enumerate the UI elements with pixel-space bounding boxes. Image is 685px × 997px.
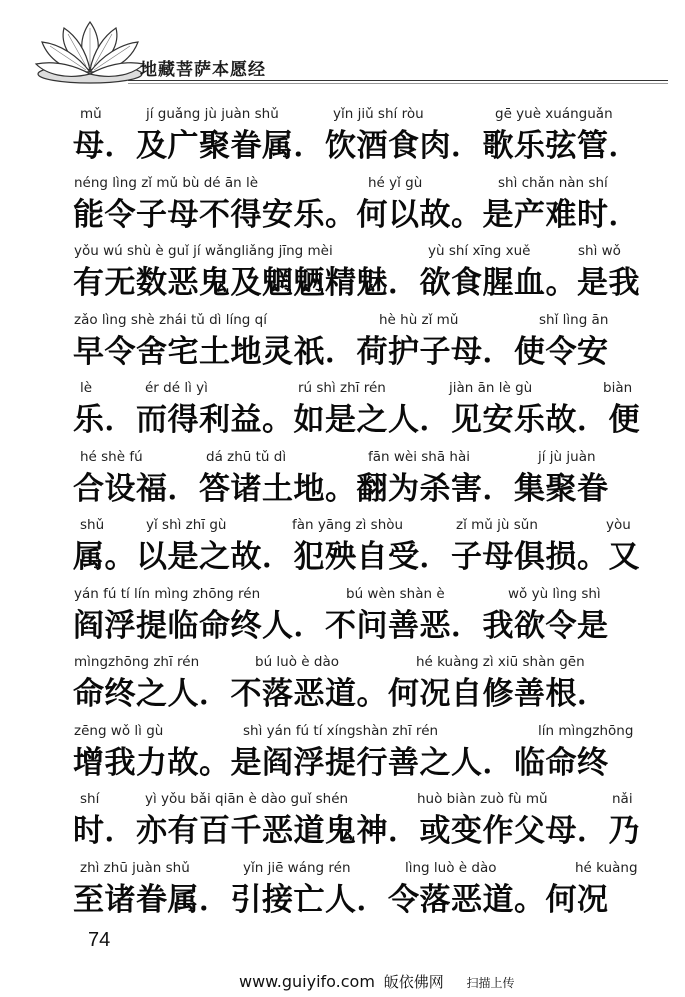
footer-note: 扫描上传 <box>466 976 515 990</box>
pinyin-annotation: lín mìngzhōng <box>538 722 634 739</box>
pinyin-annotation: lè <box>80 380 93 396</box>
text-line <box>0 312 685 378</box>
pinyin-annotation: mǔ <box>80 106 102 122</box>
text-line <box>0 380 685 446</box>
pinyin-annotation: shì yán fú tí xíngshàn zhī rén <box>243 722 439 739</box>
pinyin-annotation: shǐ lìng ān <box>539 311 609 328</box>
text-line <box>0 586 685 652</box>
pinyin-annotation: yǐn jiǔ shí ròu <box>333 106 424 122</box>
chinese-text: 至诸眷属．引接亡人．令落恶道。何况 <box>73 881 609 918</box>
pinyin-annotation: fān wèi shā hài <box>368 448 470 465</box>
pinyin-annotation: huò biàn zuò fù mǔ <box>417 791 548 807</box>
pinyin-annotation: wǒ yù lìng shì <box>508 585 601 602</box>
chinese-text: 阎浮提临命终人．不问善恶．我欲令是 <box>73 607 609 644</box>
book-title: 地藏菩萨本愿经 <box>140 60 266 80</box>
pinyin-annotation: zǎo lìng shè zhái tǔ dì líng qí <box>74 311 267 328</box>
pinyin-annotation: yán fú tí lín mìng zhōng rén <box>74 585 261 602</box>
pinyin-annotation: zēng wǒ lì gù <box>74 722 164 739</box>
pinyin-annotation: hé shè fú <box>80 448 143 465</box>
pinyin-annotation: yòu <box>606 517 631 533</box>
footer-watermark <box>239 971 515 992</box>
pinyin-annotation: ér dé lì yì <box>145 380 208 396</box>
pinyin-annotation: shì chǎn nàn shí <box>498 174 608 191</box>
pinyin-annotation: lìng luò è dào <box>405 859 497 876</box>
pinyin-annotation: fàn yāng zì shòu <box>292 517 404 533</box>
pinyin-annotation: yì yǒu bǎi qiān è dào guǐ shén <box>145 791 349 807</box>
chinese-text: 命终之人．不落恶道。何况自修善根． <box>73 676 609 712</box>
pinyin-annotation: dá zhū tǔ dì <box>206 448 287 465</box>
pinyin-annotation: zǐ mǔ jù sǔn <box>456 517 538 533</box>
pinyin-annotation: yǐn jiē wáng rén <box>243 859 351 876</box>
chinese-text: 属。以是之故．犯殃自受．子母俱损。又 <box>73 539 640 575</box>
pinyin-annotation: rú shì zhī rén <box>298 380 386 396</box>
pinyin-annotation: hè hù zǐ mǔ <box>379 311 459 328</box>
text-line <box>0 243 685 309</box>
text-line <box>0 517 685 583</box>
pinyin-annotation: bú luò è dào <box>255 654 339 670</box>
footer-brand: 皈依佛网 <box>383 973 444 991</box>
pinyin-annotation: jí jù juàn <box>538 448 596 465</box>
pinyin-annotation: néng lìng zǐ mǔ bù dé ān lè <box>74 174 259 191</box>
chinese-text: 早令舍宅土地灵祇．荷护子母．使令安 <box>73 333 609 370</box>
text-line <box>0 654 685 720</box>
chinese-text: 能令子母不得安乐。何以故。是产难时． <box>73 196 640 233</box>
chinese-text: 增我力故。是阎浮提行善之人．临命终 <box>73 744 609 781</box>
pinyin-annotation: biàn <box>603 380 633 396</box>
text-line <box>0 449 685 515</box>
pinyin-annotation: yù shí xīng xuě <box>428 243 531 259</box>
chinese-text: 有无数恶鬼及魍魉精魅．欲食腥血。是我 <box>73 265 640 301</box>
text-line <box>0 175 685 241</box>
chinese-text: 时．亦有百千恶道鬼神．或变作父母．乃 <box>73 813 640 849</box>
pinyin-annotation: shí <box>80 791 100 807</box>
text-line <box>0 106 685 172</box>
pinyin-annotation: shǔ <box>80 517 105 533</box>
page-number: 74 <box>88 929 111 951</box>
pinyin-annotation: jiàn ān lè gù <box>449 380 533 396</box>
chinese-text: 乐．而得利益。如是之人．见安乐故．便 <box>73 402 640 438</box>
text-line <box>0 723 685 789</box>
pinyin-annotation: hé kuàng <box>575 859 638 876</box>
pinyin-annotation: yǒu wú shù è guǐ jí wǎngliǎng jīng mèi <box>74 243 333 259</box>
text-line <box>0 860 685 926</box>
pinyin-annotation: gē yuè xuánguǎn <box>495 106 613 122</box>
pinyin-annotation: nǎi <box>612 791 633 807</box>
chinese-text: 合设福．答诸土地。翻为杀害．集聚眷 <box>73 470 609 507</box>
pinyin-annotation: bú wèn shàn è <box>346 585 445 602</box>
chinese-text: 母．及广聚眷属．饮酒食肉．歌乐弦管． <box>73 128 640 164</box>
text-line <box>0 791 685 857</box>
pinyin-annotation: shì wǒ <box>578 243 621 259</box>
pinyin-annotation: mìngzhōng zhī rén <box>74 654 200 670</box>
pinyin-annotation: jí guǎng jù juàn shǔ <box>146 106 279 122</box>
footer-site[interactable]: www.guiyifo.com <box>239 972 375 991</box>
pinyin-annotation: hé yǐ gù <box>368 174 423 191</box>
pinyin-annotation: zhì zhū juàn shǔ <box>80 859 190 876</box>
pinyin-annotation: hé kuàng zì xiū shàn gēn <box>416 654 585 670</box>
pinyin-annotation: yǐ shì zhī gù <box>146 517 227 533</box>
